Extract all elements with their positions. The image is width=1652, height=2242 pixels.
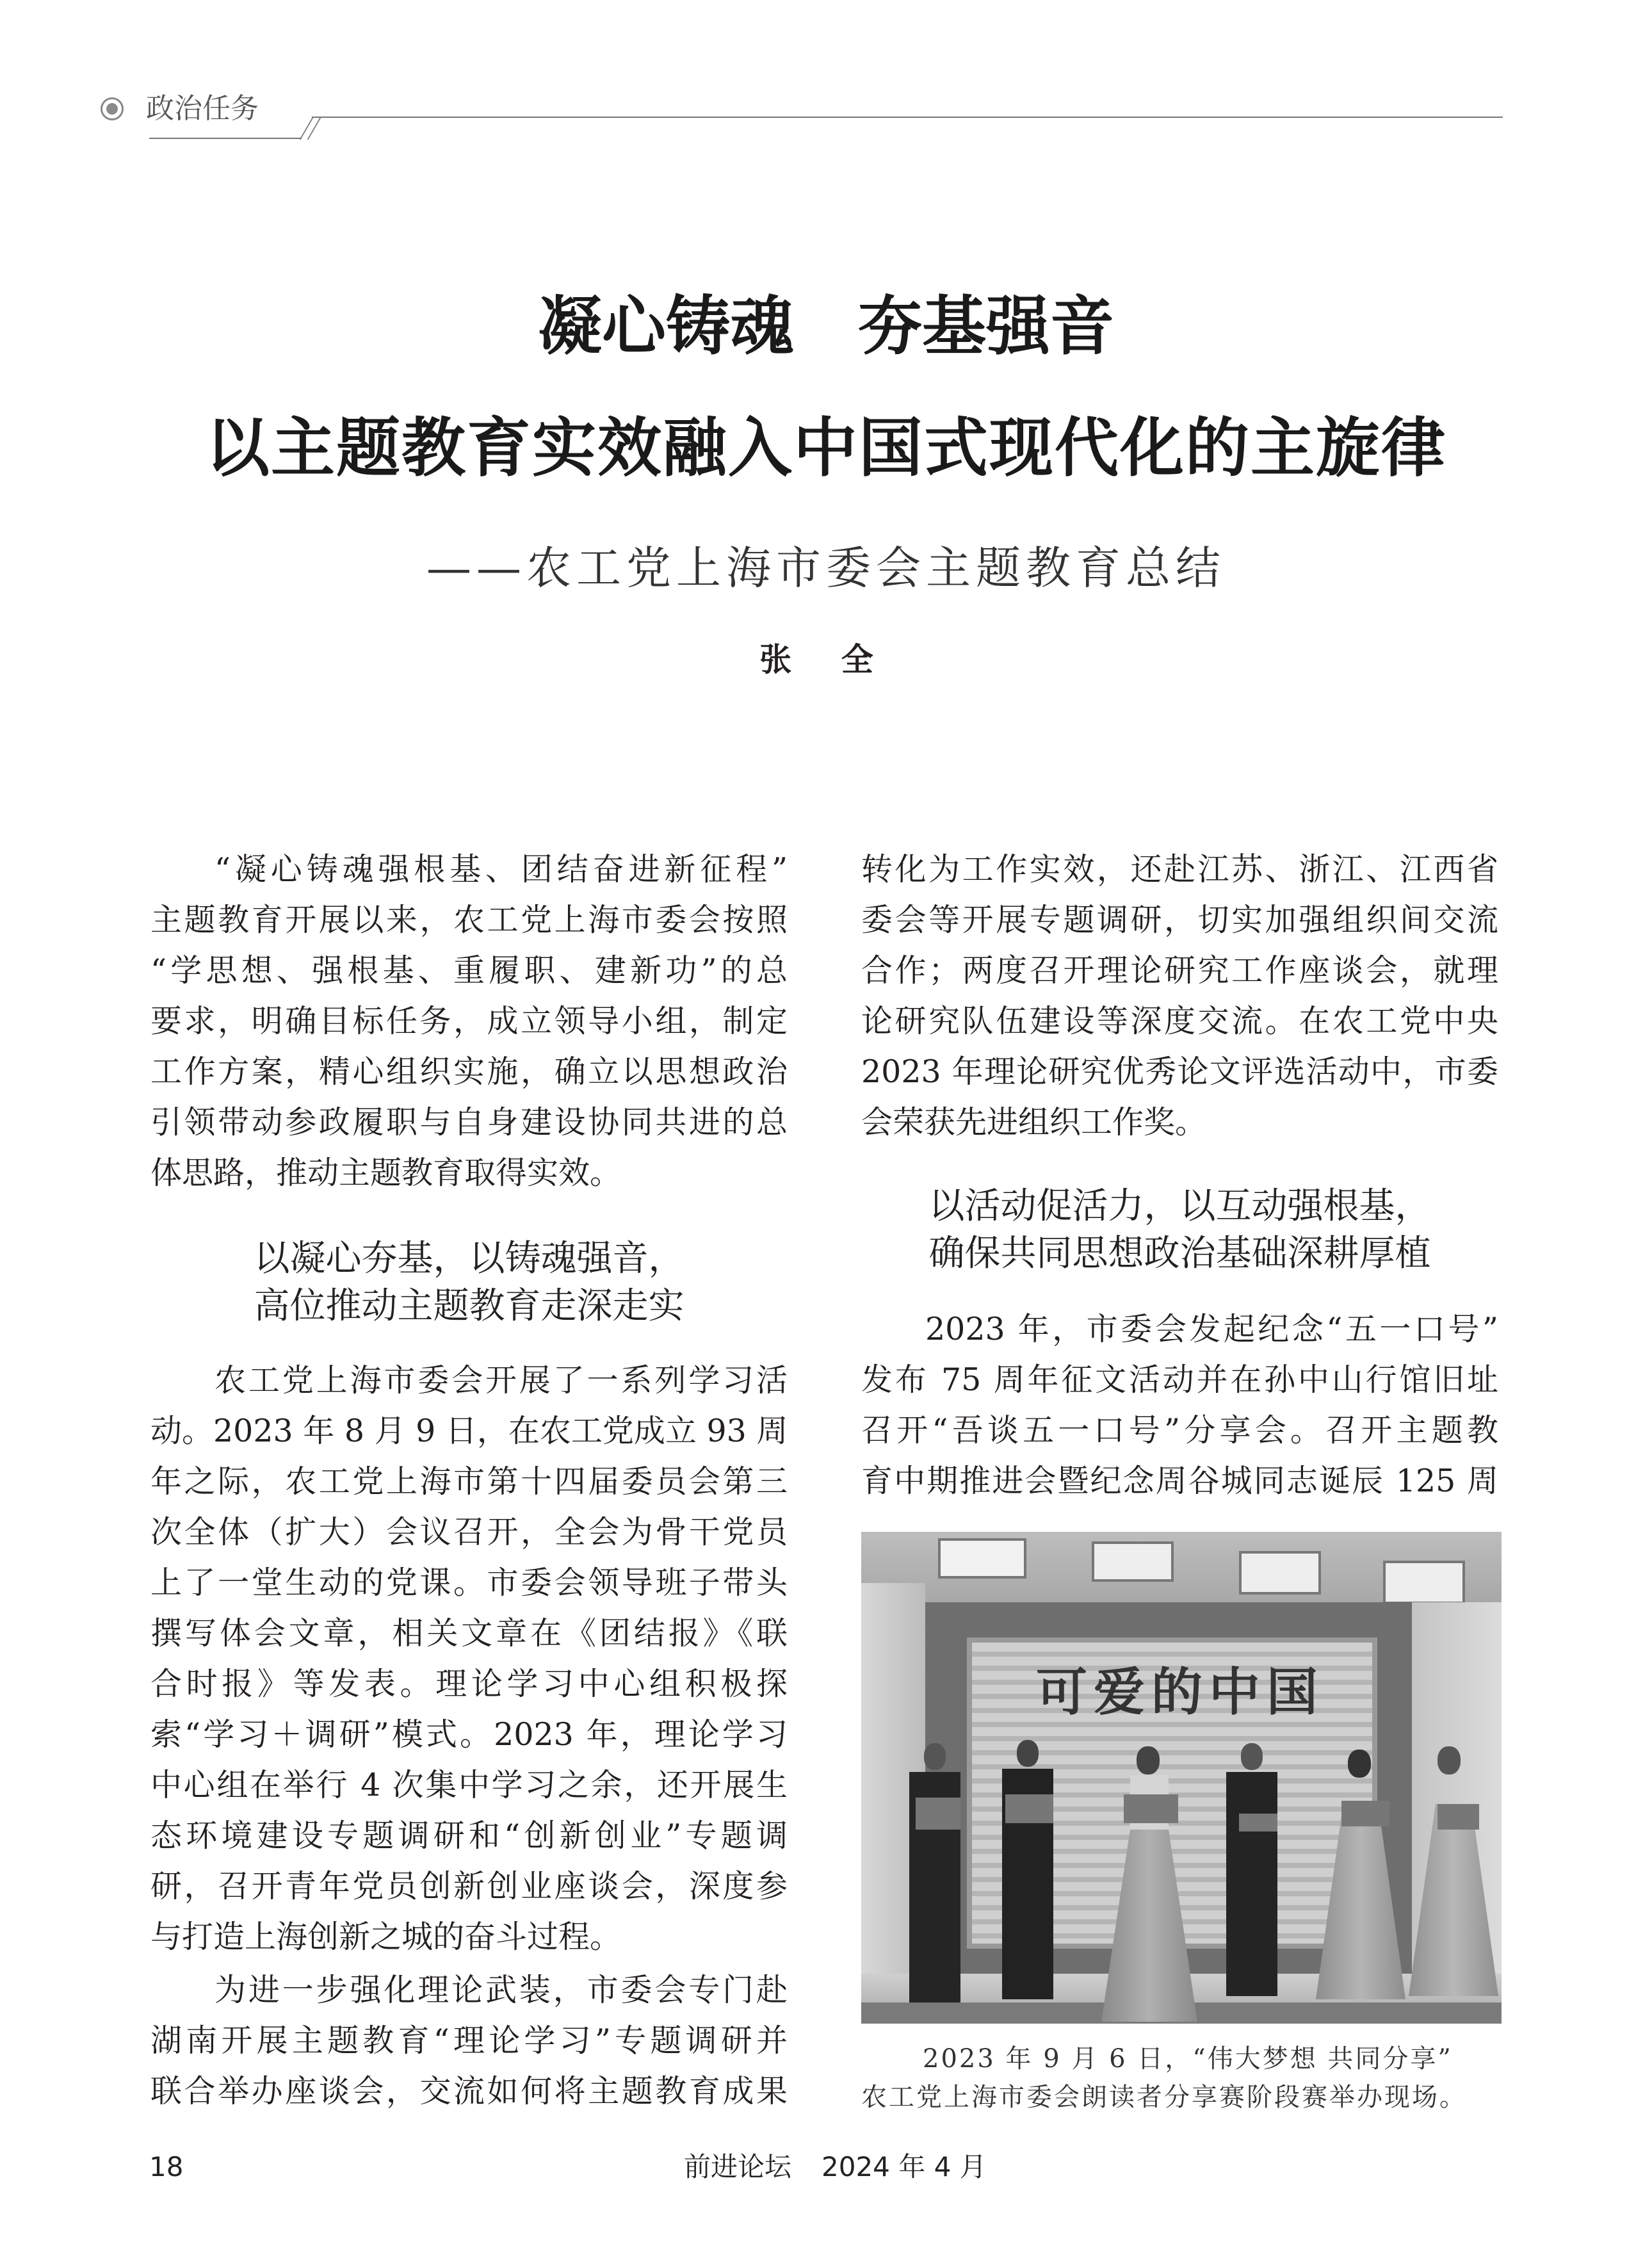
performer: [1409, 1746, 1498, 2024]
text-line: 态环境建设专题调研和“创新创业”专题调: [150, 1817, 788, 1854]
text-line: 索“学习＋调研”模式。2023 年，理论学习: [150, 1716, 788, 1753]
text-line: 农工党上海市委会开展了一系列学习活: [215, 1362, 788, 1399]
text-line: 召开“吾谈五一口号”分享会。召开主题教: [861, 1412, 1498, 1449]
heading-line: 高位推动主题教育走深走实: [254, 1285, 684, 1327]
text-line: 与打造上海创新之城的奋斗过程。: [150, 1919, 622, 1955]
caption-line: 2023 年 9 月 6 日，“伟大梦想 共同分享”: [923, 2044, 1453, 2074]
article-author: 张 全: [759, 641, 893, 678]
paragraph: [861, 1304, 1498, 1506]
performer: [999, 1740, 1057, 2024]
text-line: 育中期推进会暨纪念周谷城同志诞辰 125 周: [861, 1463, 1498, 1499]
text-line: 论研究队伍建设等深度交流。在农工党中央: [861, 1003, 1498, 1039]
caption-line: 农工党上海市委会朗读者分享赛阶段赛举办现场。: [861, 2083, 1467, 2112]
article-title-line2: 以主题教育实效融入中国式现代化的主旋律: [206, 410, 1446, 485]
event-photo: [861, 1532, 1502, 2024]
heading-line: 以凝心夯基，以铸魂强音，: [254, 1238, 684, 1279]
section-heading: [150, 1235, 788, 1330]
text-line: 联合举办座谈会，交流如何将主题教育成果: [150, 2073, 788, 2109]
stage-light: [1383, 1561, 1465, 1604]
header-rule-short: [149, 138, 302, 139]
text-line: 上了一堂生动的党课。市委会领导班子带头: [150, 1564, 788, 1601]
text-line: 中心组在举行 4 次集中学习之余，还开展生: [150, 1767, 788, 1803]
stage-light: [1239, 1551, 1321, 1595]
paragraph: [150, 844, 788, 1198]
paragraph: [150, 1965, 788, 2116]
text-line: 撰写体会文章，相关文章在《团结报》《联: [150, 1615, 788, 1652]
target-circle-icon: [101, 97, 124, 120]
header-slash: [307, 117, 322, 140]
text-line: 发布 75 周年征文活动并在孙中山行馆旧址: [861, 1361, 1498, 1398]
header-slash: [300, 117, 314, 140]
article-title-line1: 凝心铸魂 夯基强音: [538, 289, 1114, 364]
text-line: 会荣获先进组织工作奖。: [861, 1104, 1207, 1141]
text-line: 转化为工作实效，还赴江苏、浙江、江西省: [861, 851, 1498, 888]
article-subtitle: ——农工党上海市委会主题教育总结: [426, 542, 1226, 594]
paragraph: [861, 844, 1498, 1148]
text-line: 次全体（扩大）会议召开，全会为骨干党员: [150, 1514, 788, 1550]
text-line: 体思路，推动主题教育取得实效。: [150, 1155, 622, 1191]
text-line: 2023 年，市委会发起纪念“五一口号”: [925, 1311, 1498, 1347]
text-line: 合时报》等发表。理论学习中心组积极探: [150, 1666, 788, 1702]
section-heading: [861, 1183, 1498, 1278]
publication-name: 前进论坛: [684, 2151, 792, 2182]
text-line: 为进一步强化理论武装，市委会专门赴: [215, 1972, 788, 2008]
text-line: 动。2023 年 8 月 9 日，在农工党成立 93 周: [150, 1413, 788, 1449]
page-number: 18: [149, 2151, 184, 2182]
heading-line: 以活动促活力，以互动强根基，: [928, 1185, 1431, 1227]
performer: [1223, 1743, 1281, 2024]
performer: [1101, 1746, 1197, 2024]
text-line: 研，召开青年党员创新创业座谈会，深度参: [150, 1868, 788, 1905]
text-line: 2023 年理论研究优秀论文评选活动中，市委: [861, 1053, 1498, 1090]
performer: [906, 1743, 964, 2024]
stage-light: [1092, 1541, 1174, 1582]
issue-date: 2024 年 4 月: [822, 2151, 987, 2182]
text-line: 年之际，农工党上海市第十四届委员会第三: [150, 1463, 788, 1500]
text-line: 工作方案，精心组织实施，确立以思想政治: [150, 1053, 788, 1090]
text-line: 主题教育开展以来，农工党上海市委会按照: [150, 902, 788, 938]
text-line: 湖南开展主题教育“理论学习”专题调研并: [150, 2022, 788, 2059]
text-line: “学思想、强根基、重履职、建新功”的总: [150, 952, 788, 989]
stage-light: [938, 1538, 1026, 1579]
photo-caption: [861, 2040, 1502, 2116]
text-line: 要求，明确目标任务，成立领导小组，制定: [150, 1003, 788, 1039]
text-line: 委会等开展专题调研，切实加强组织间交流: [861, 902, 1498, 938]
performer: [1316, 1750, 1405, 2024]
heading-line: 确保共同思想政治基础深耕厚植: [928, 1233, 1431, 1274]
text-line: 合作；两度召开理论研究工作座谈会，就理: [861, 952, 1498, 989]
banner-text: 可爱的中国: [1036, 1662, 1324, 1722]
paragraph: [150, 1355, 788, 1962]
text-line: “凝心铸魂强根基、团结奋进新征程”: [215, 851, 788, 888]
header-rule: [312, 117, 1503, 118]
text-line: 引领带动参政履职与自身建设协同共进的总: [150, 1104, 788, 1141]
section-label: 政治任务: [146, 92, 259, 125]
